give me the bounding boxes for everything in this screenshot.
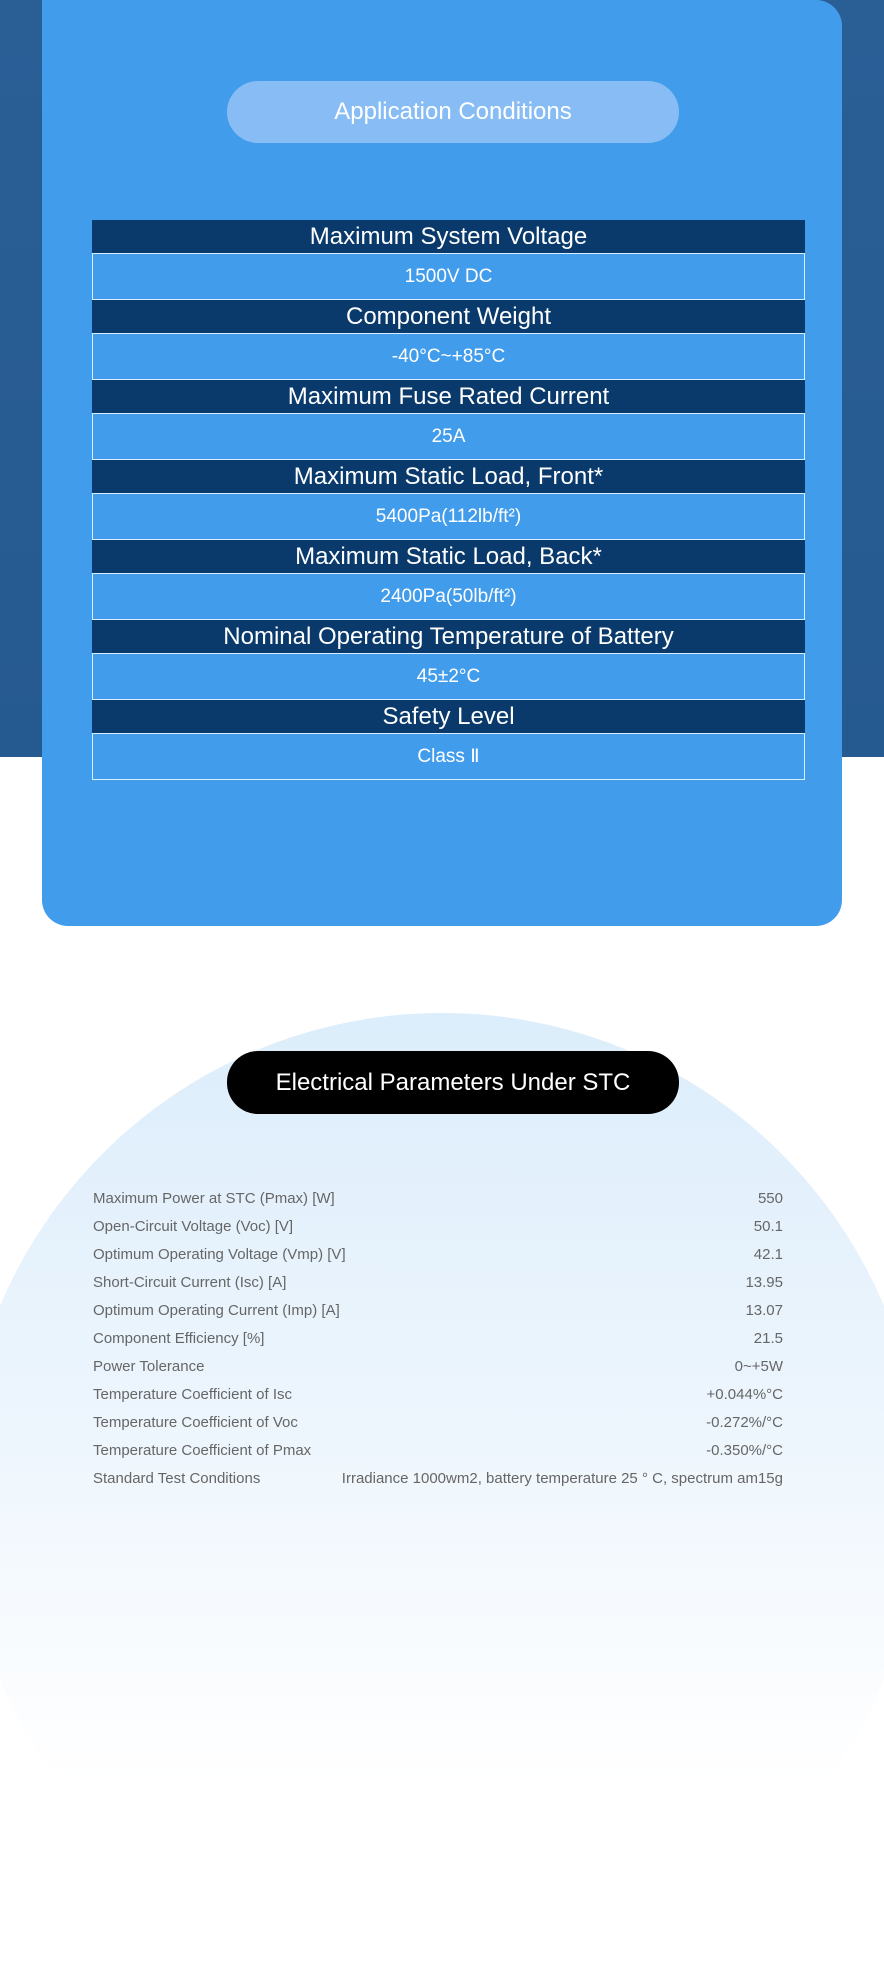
param-label: Open-Circuit Voltage (Voc) [V] [93, 1218, 294, 1235]
param-label: Maximum Power at STC (Pmax) [W] [93, 1190, 335, 1207]
param-row [93, 1213, 783, 1241]
param-row [93, 1409, 783, 1437]
application-conditions-title: Application Conditions [227, 81, 679, 143]
param-value: -0.272%/°C [706, 1414, 783, 1431]
electrical-parameters-list [93, 1185, 783, 1493]
application-conditions-table [92, 220, 805, 780]
param-value: 21.5 [753, 1330, 783, 1347]
spec-value: -40°C~+85°C [92, 333, 805, 380]
spec-value: 45±2°C [92, 653, 805, 700]
param-label: Standard Test Conditions [93, 1470, 261, 1487]
param-label: Temperature Coefficient of Isc [93, 1386, 292, 1403]
spec-value: 5400Pa(112lb/ft²) [92, 493, 805, 540]
param-label: Optimum Operating Current (Imp) [A] [93, 1302, 340, 1319]
param-row [93, 1269, 783, 1297]
param-label: Component Efficiency [%] [93, 1330, 265, 1347]
param-row [93, 1437, 783, 1465]
spec-value: 25A [92, 413, 805, 460]
param-row [93, 1465, 783, 1493]
param-label: Optimum Operating Voltage (Vmp) [V] [93, 1246, 346, 1263]
spec-label: Maximum Static Load, Back* [92, 540, 805, 573]
param-value: Irradiance 1000wm2, battery temperature 25 ° C, spectrum am15g [341, 1470, 783, 1487]
param-value: 13.07 [745, 1302, 783, 1319]
spec-value: Class Ⅱ [92, 733, 805, 780]
spec-label: Maximum Static Load, Front* [92, 460, 805, 493]
spec-value: 2400Pa(50lb/ft²) [92, 573, 805, 620]
param-label: Temperature Coefficient of Voc [93, 1414, 298, 1431]
spec-label: Safety Level [92, 700, 805, 733]
param-label: Temperature Coefficient of Pmax [93, 1442, 312, 1459]
circle-background [0, 1013, 884, 1973]
param-row [93, 1185, 783, 1213]
param-value: 0~+5W [734, 1358, 783, 1375]
param-row [93, 1241, 783, 1269]
param-value: 50.1 [753, 1218, 783, 1235]
param-value: +0.044%°C [706, 1386, 783, 1403]
param-row [93, 1297, 783, 1325]
param-value: 42.1 [753, 1246, 783, 1263]
param-row [93, 1325, 783, 1353]
spec-label: Maximum System Voltage [92, 220, 805, 253]
param-value: 13.95 [745, 1274, 783, 1291]
spec-label: Nominal Operating Temperature of Battery [92, 620, 805, 653]
param-value: -0.350%/°C [706, 1442, 783, 1459]
spec-label: Maximum Fuse Rated Current [92, 380, 805, 413]
param-row [93, 1353, 783, 1381]
spec-value: 1500V DC [92, 253, 805, 300]
spec-label: Component Weight [92, 300, 805, 333]
param-label: Power Tolerance [93, 1358, 205, 1375]
param-label: Short-Circuit Current (Isc) [A] [93, 1274, 287, 1291]
param-value: 550 [757, 1190, 783, 1207]
param-row [93, 1381, 783, 1409]
electrical-parameters-title: Electrical Parameters Under STC [227, 1051, 679, 1114]
